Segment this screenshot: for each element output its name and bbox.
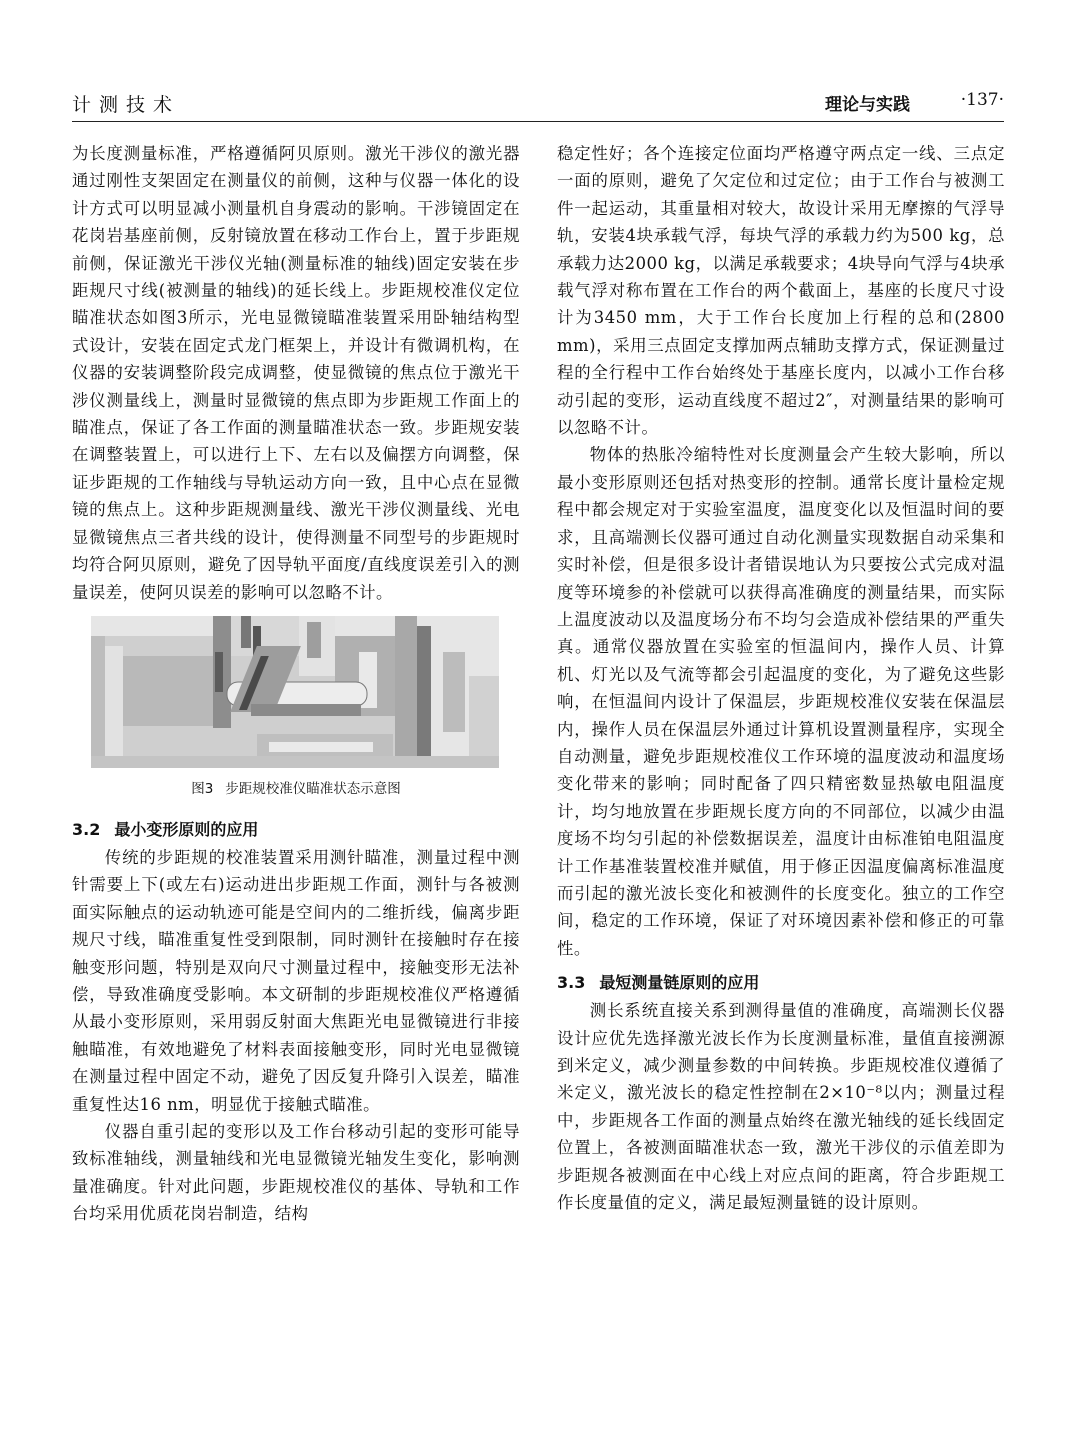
right-column xyxy=(557,140,1005,1216)
figure-3 xyxy=(72,616,520,797)
figure-label: 图3 xyxy=(191,780,214,797)
page-number: ·137· xyxy=(960,90,1004,110)
section-heading-3-3 xyxy=(557,970,1005,993)
running-header xyxy=(72,88,1004,118)
section-name: 理论与实践 xyxy=(825,95,910,115)
header-rule xyxy=(72,121,1004,122)
paragraph: 传统的步距规的校准装置采用测针瞄准，测量过程中测针需要上下(或左右)运动进出步距规工作面，测针与各被测面实际触点的运动轨迹可能是空间内的二维折线，偏离步距规尺寸线，瞄准重复性受到限制，同时测针在接触时存在接触变形问题，特别是双向尺寸测量过程中，接触变形无法补偿，导致准确度受影响。本文研制的步距规校准仪严格遵循从最小变形原则，采用弱反射面大焦距光电显微镜进行非接触瞄准，有效地避免了材料表面接触变形，同时光电显微镜在测量过程中固定不动，避免了因反复升降引入误差，瞄准重复性达16 nm，明显优于接触式瞄准。 xyxy=(72,847,520,1114)
figure-caption xyxy=(72,777,520,797)
paragraph: 测长系统直接关系到测得量值的准确度，高端测长仪器设计应优先选择激光波长作为长度测量标准，量值直接溯源到米定义，减少测量参数的中间转换。步距规校准仪遵循了米定义，激光波长的稳定性控制在2×10⁻⁸以内；测量过程中，步距规各工作面的测量点始终在激光轴线的延长线固定位置上，各被测面瞄准状态一致，激光干涉仪的示值差即为步距规各被测面在中心线上对应点间的距离，符合步距规工作长度量值的定义，满足最短测量链的设计原则。 xyxy=(557,1001,1005,1213)
figure-image xyxy=(91,616,499,768)
figure-caption-text: 步距规校准仪瞄准状态示意图 xyxy=(225,780,401,797)
paragraph: 物体的热胀冷缩特性对长度测量会产生较大影响，所以最小变形原则还包括对热变形的控制。通常长度计量检定规程中都会规定对于实验室温度，温度变化以及恒温时间的要求，且高端测长仪器可通过自动化测量实现数据自动采集和实时补偿，但是很多设计者错误地认为只要按公式完成对温度等环境参的补偿就可以获得高准确度的测量结果，而实际上温度波动以及温度场分布不均匀会造成补偿结果的严重失真。通常仪器放置在实验室的恒温间内，操作人员、计算机、灯光以及气流等都会引起温度的变化，为了避免这些影响，在恒温间内设计了保温层，步距规校准仪安装在保温层内，操作人员在保温层外通过计算机设置测量程序，实现全自动测量，避免步距规校准仪工作环境的温度波动和温度场变化带来的影响；同时配备了四只精密数显热敏电阻温度计，均匀地放置在步距规长度方向的不同部位，以减少由温度场不均匀引起的补偿数据误差，温度计由标准铂电阻温度计工作基准装置校准并赋值，用于修正因温度偏离标准温度而引起的激光波长变化和被测件的长度变化。独立的工作空间，稳定的工作环境，保证了对环境因素补偿和修正的可靠性。 xyxy=(557,445,1005,958)
stepgauge-aiming-illustration xyxy=(91,616,499,768)
paragraph: 仪器自重引起的变形以及工作台移动引起的变形可能导致标准轴线，测量轴线和光电显微镜光轴发生变化，影响测量准确度。针对此问题，步距规校准仪的基体、导轨和工作台均采用优质花岗岩制造，结构 xyxy=(72,1121,520,1224)
section-title: 最短测量链原则的应用 xyxy=(599,973,760,993)
section-number: 3.3 xyxy=(557,973,586,993)
section-number: 3.2 xyxy=(72,819,101,839)
paragraph: 为长度测量标准，严格遵循阿贝原则。激光干涉仪的激光器通过刚性支架固定在测量仪的前侧，这种与仪器一体化的设计方式可以明显减小测量机自身震动的影响。干涉镜固定在花岗岩基座前侧，反射镜放置在移动工作台上，置于步距规前侧，保证激光干涉仪光轴(测量标准的轴线)固定安装在步距规尺寸线(被测量的轴线)的延长线上。步距规校准仪定位瞄准状态如图3所示，光电显微镜瞄准装置采用卧轴结构型式设计，安装在固定式龙门框架上，并设计有微调机构，在仪器的安装调整阶段完成调整，使显微镜的焦点位于激光干涉仪测量线上，测量时显微镜的焦点即为步距规工作面上的瞄准点，保证了各工作面的测量瞄准状态一致。步距规安装在调整装置上，可以进行上下、左右以及偏摆方向调整，保证步距规的工作轴线与导轨运动方向一致，且中心点在显微镜的焦点上。这种步距规测量线、激光干涉仪测量线、光电显微镜焦点三者共线的设计，使得测量不同型号的步距规时均符合阿贝原则，避免了因导轨平面度/直线度误差引入的测量误差，使阿贝误差的影响可以忽略不计。 xyxy=(72,144,520,602)
section-heading-3-2 xyxy=(72,817,520,840)
section-title: 最小变形原则的应用 xyxy=(114,819,259,839)
paragraph: 稳定性好；各个连接定位面均严格遵守两点定一线、三点定一面的原则，避免了欠定位和过定位；由于工作台与被测工件一起运动，其重量相对较大，故设计采用无摩擦的气浮导轨，安装4块承载气浮，每块气浮的承载力约为500 kg，总承载力达2000 kg，以满足承载要求；4块导向气浮与4块承载气浮对称布置在工作台的两个截面上，基座的长度尺寸设计为3450 mm，大于工作台长度加上行程的总和(2800 mm)，采用三点固定支撑加两点辅助支撑方式，保证测量过程的全行程中工作台始终处于基座长度内，以减小工作台移动引起的变形，运动直线度不超过2″，对测量结果的影响可以忽略不计。 xyxy=(557,144,1005,438)
left-column xyxy=(72,140,520,1228)
journal-title: 计测技术 xyxy=(72,94,181,116)
